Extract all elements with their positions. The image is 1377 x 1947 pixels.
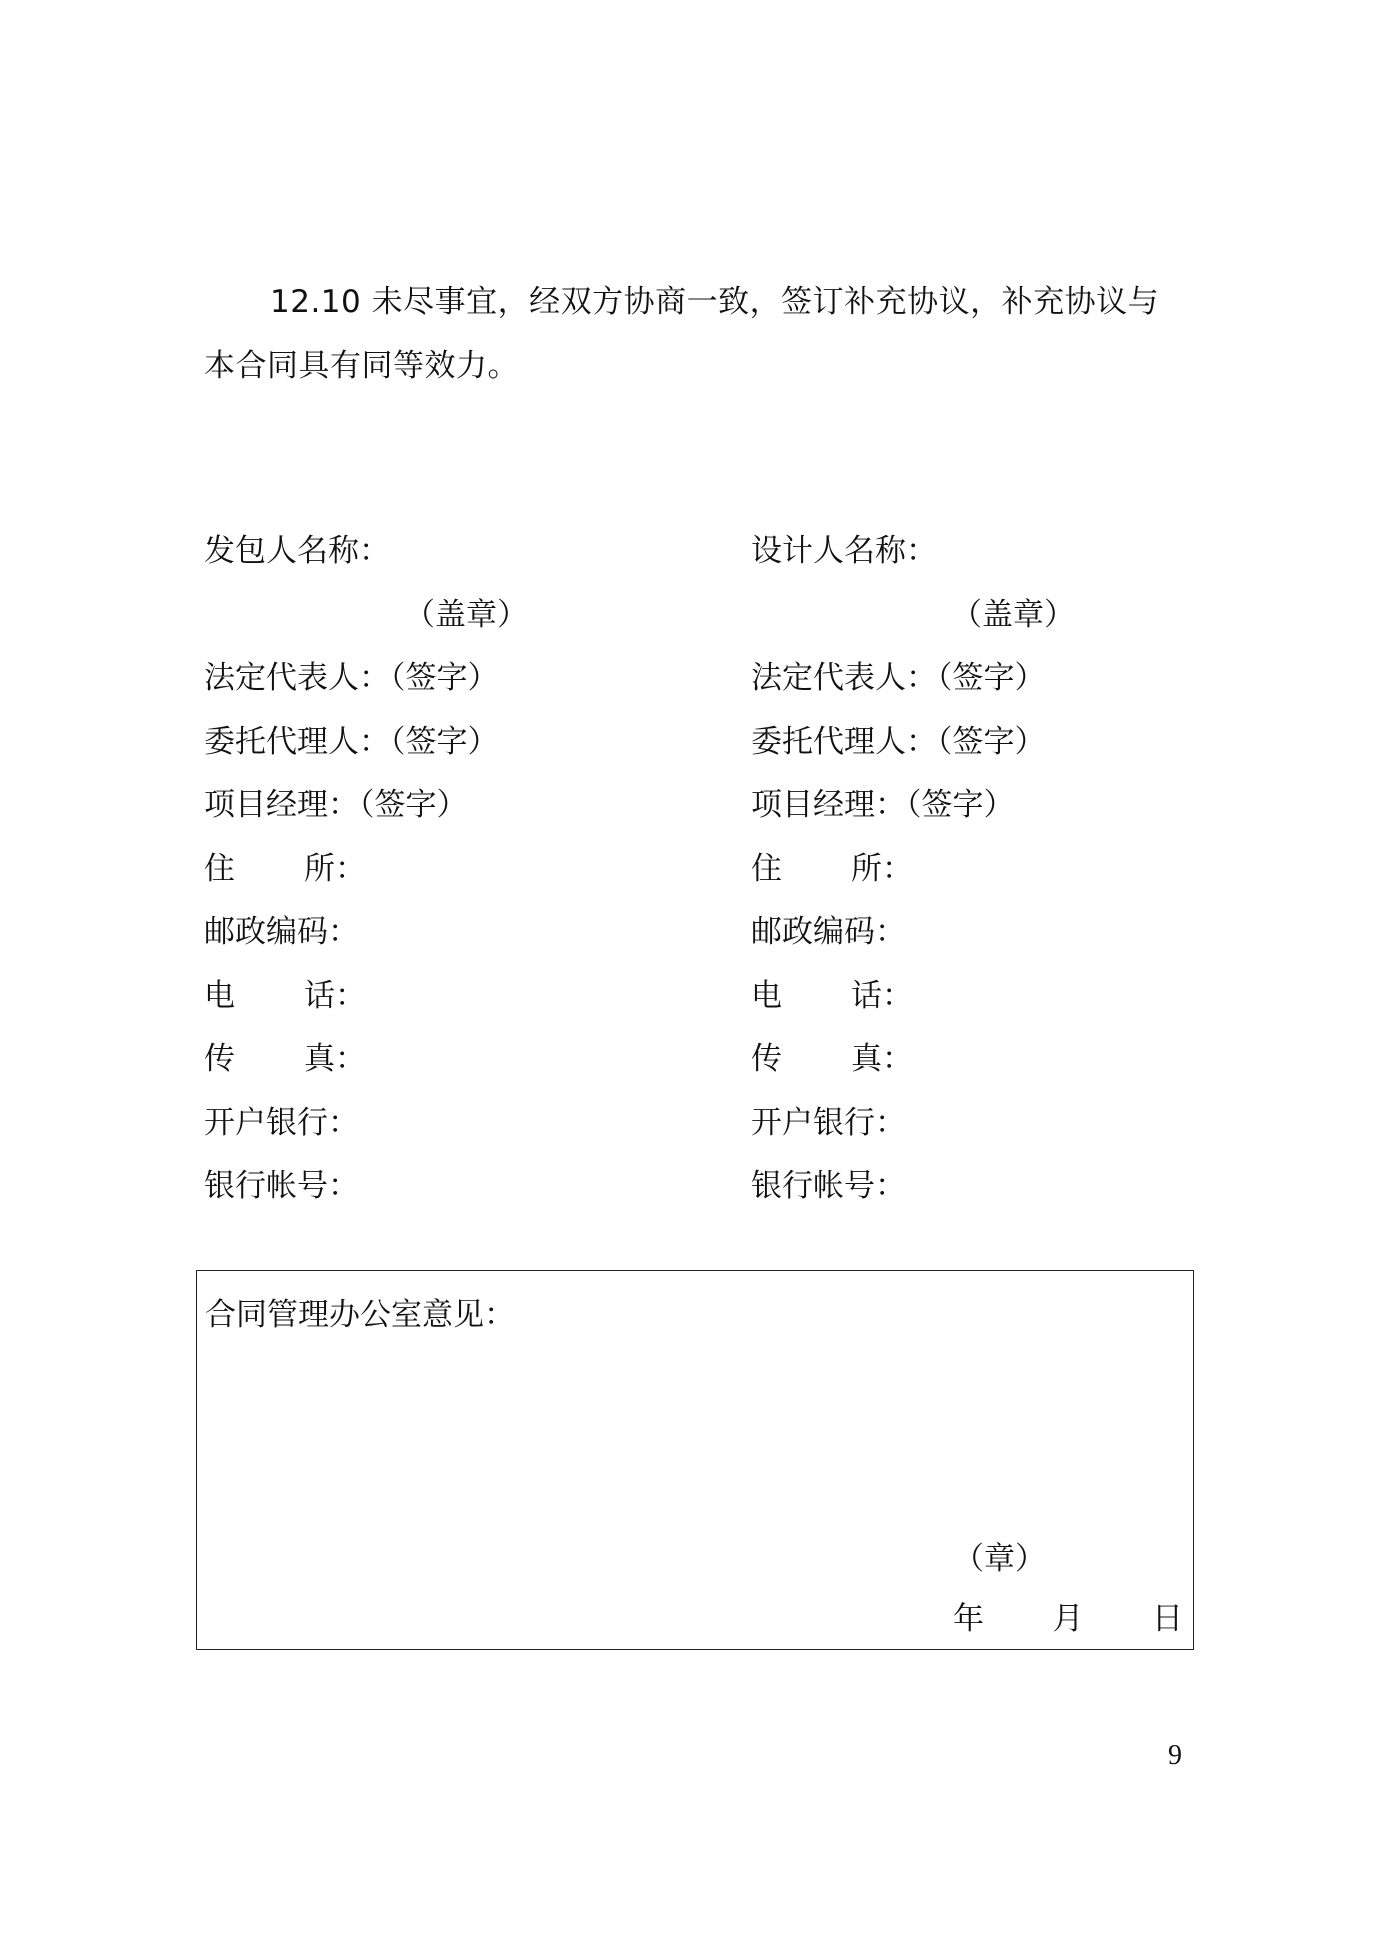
contractor-agent: 委托代理人：（签字） xyxy=(204,723,499,760)
contract-office-opinion-box xyxy=(196,1270,1194,1650)
contractor-account: 银行帐号： xyxy=(204,1168,359,1204)
designer-seal: （盖章） xyxy=(951,596,1075,633)
clause-12-10 xyxy=(204,270,1194,398)
designer-legal-rep: 法定代表人：（签字） xyxy=(751,660,1046,696)
contractor-phone: 电 话： xyxy=(204,977,366,1014)
clause-line-2: 本合同具有同等效力。 xyxy=(204,348,519,384)
office-date xyxy=(953,1593,1183,1638)
contractor-project-manager: 项目经理：（签字） xyxy=(204,787,468,823)
designer-fax: 传 真： xyxy=(751,1041,913,1077)
designer-account: 银行帐号： xyxy=(751,1168,906,1204)
contractor-seal: （盖章） xyxy=(404,596,528,633)
designer-postcode: 邮政编码： xyxy=(751,914,906,950)
contractor-name-label: 发包人名称： xyxy=(204,533,390,569)
designer-project-manager: 项目经理：（签字） xyxy=(751,787,1015,823)
page-number: 9 xyxy=(1168,1740,1182,1771)
office-seal: （章） xyxy=(953,1541,1046,1577)
date-month: 月 xyxy=(1052,1601,1084,1637)
designer-name-label: 设计人名称： xyxy=(751,533,937,569)
designer-address: 住 所： xyxy=(751,850,913,887)
contractor-fax: 传 真： xyxy=(204,1041,366,1077)
contractor-address: 住 所： xyxy=(204,850,366,887)
office-opinion-title: 合同管理办公室意见： xyxy=(205,1297,515,1333)
date-day: 日 xyxy=(1152,1601,1183,1637)
clause-line-1: 12.10 未尽事宜，经双方协商一致，签订补充协议，补充协议与 xyxy=(270,284,1160,320)
designer-bank: 开户银行： xyxy=(751,1104,906,1141)
designer-phone: 电 话： xyxy=(751,977,913,1014)
contractor-signature-block xyxy=(204,520,724,1219)
designer-agent: 委托代理人：（签字） xyxy=(751,723,1046,760)
contractor-bank: 开户银行： xyxy=(204,1104,359,1141)
contractor-legal-rep: 法定代表人：（签字） xyxy=(204,660,499,696)
designer-signature-block xyxy=(751,520,1191,1219)
date-year: 年 xyxy=(953,1601,984,1637)
contractor-postcode: 邮政编码： xyxy=(204,914,359,950)
